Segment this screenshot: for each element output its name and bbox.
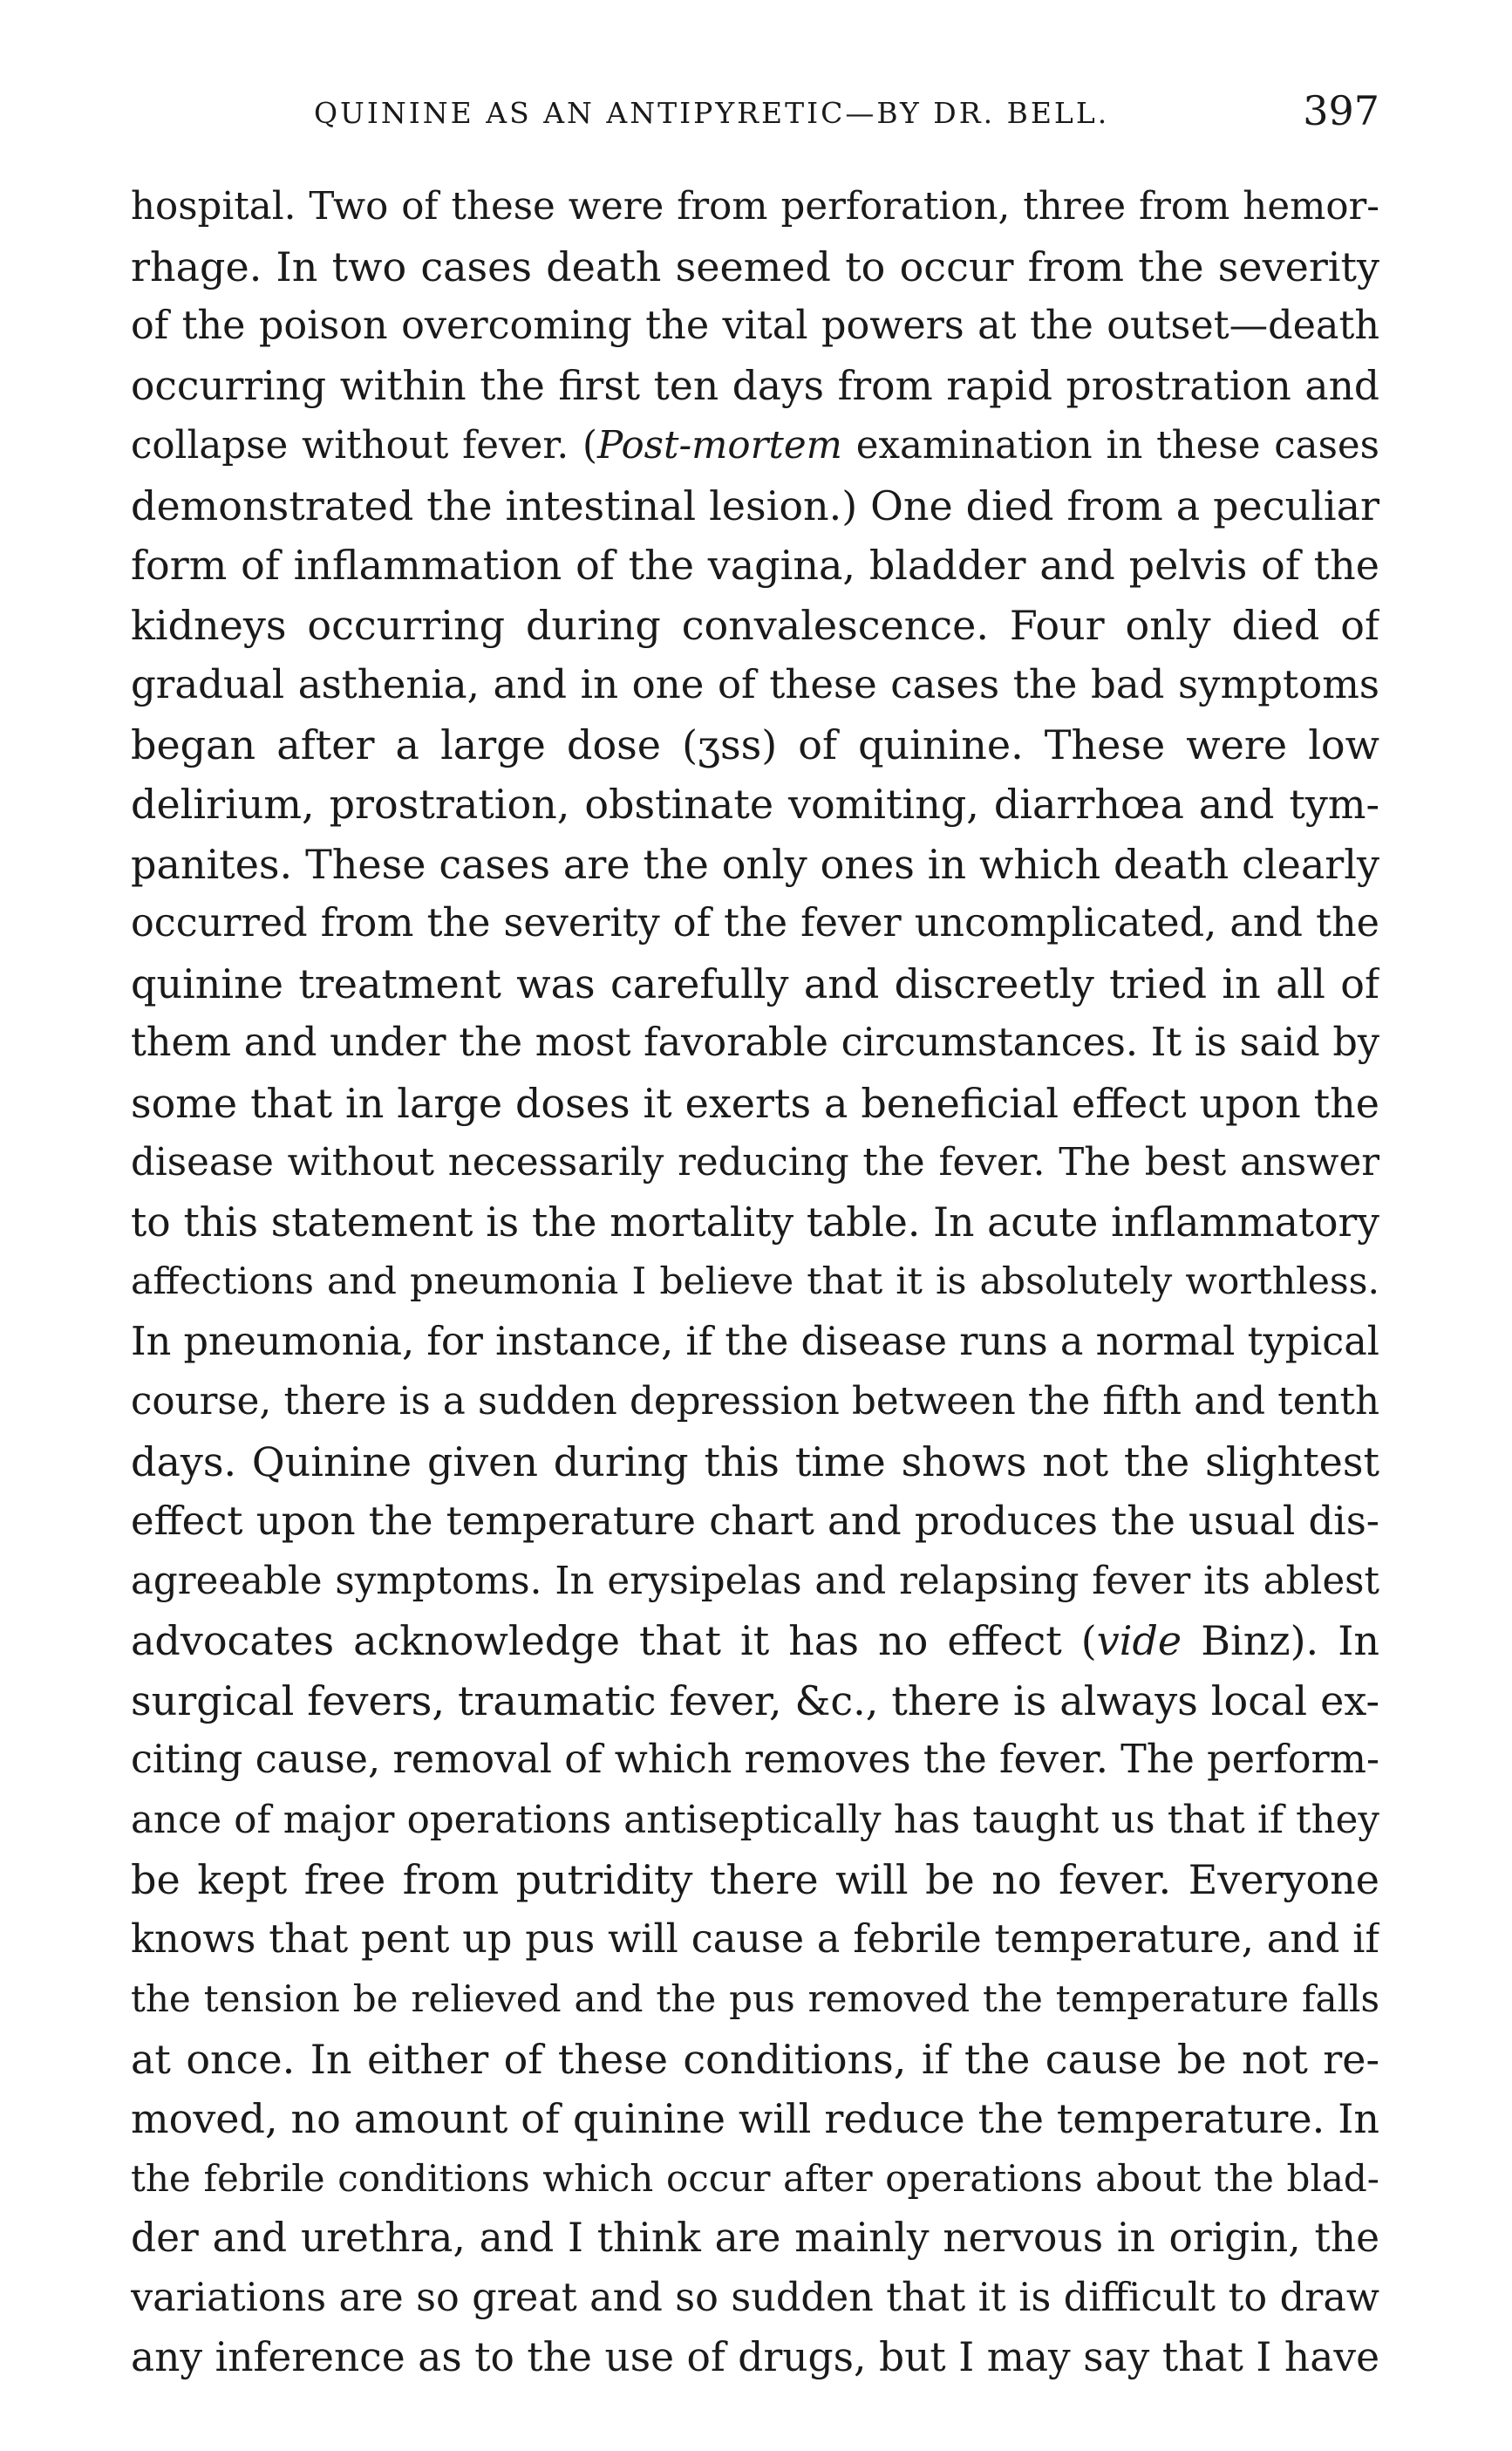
- text-line: occurred from the severity of the fever uncomplicated, and the: [131, 901, 1379, 946]
- text-line: occurring within the first ten days from rapid prostration and: [131, 362, 1379, 409]
- text-run: collapse without fever. (: [131, 424, 597, 468]
- text-line: panites. These cases are the only ones in which death clearly: [131, 840, 1379, 888]
- body-text: [131, 177, 1379, 2388]
- text-line: kidneys occurring during convalescence. Four only died of: [131, 601, 1379, 649]
- text-run: Binz). In: [1182, 1617, 1379, 1664]
- text-line: ance of major operations antiseptically has taught us that if they: [131, 1798, 1379, 1842]
- text-line: any inference as to the use of drugs, but I may say that I have: [131, 2334, 1379, 2380]
- text-line: be kept free from putridity there will be no fever. Everyone: [131, 1856, 1379, 1903]
- text-line: the febrile conditions which occur after operations about the blad-: [131, 2156, 1379, 2200]
- text-line: the tension be relieved and the pus removed the temperature falls: [131, 1977, 1379, 2020]
- text-line: at once. In either of these conditions, if the cause be not re-: [131, 2035, 1379, 2083]
- text-line: affections and pneumonia I believe that it is absolutely worthless.: [131, 1260, 1379, 1303]
- text-line: variations are so great and so sudden that it is difficult to draw: [131, 2275, 1379, 2320]
- text-line: der and urethra, and I think are mainly nervous in origin, the: [131, 2215, 1379, 2261]
- text-line: began after a large dose (ʒss) of quinine. These were low: [131, 720, 1379, 768]
- text-line: delirium, prostration, obstinate vomiting, diarrhœa and tym-: [131, 781, 1379, 828]
- text-line: [131, 416, 1379, 476]
- text-line: days. Quinine given during this time shows not the slightest: [131, 1437, 1379, 1485]
- text-line: In pneumonia, for instance, if the disease runs a normal typical: [131, 1319, 1379, 1364]
- text-line: course, there is a sudden depression between the fifth and tenth: [131, 1380, 1379, 1423]
- text-line: knows that pent up pus will cause a febrile temperature, and if: [131, 1916, 1379, 1962]
- text-line: to this statement is the mortality table. In acute inflammatory: [131, 1198, 1379, 1246]
- text-line: citing cause, removal of which removes the fever. The perform-: [131, 1738, 1379, 1782]
- text-line: them and under the most favorable circumstances. It is said by: [131, 1021, 1379, 1065]
- text-line: surgical fevers, traumatic fever, &c., there is always local ex-: [131, 1676, 1379, 1724]
- text-line: of the poison overcoming the vital powers at the outset—death: [131, 304, 1379, 348]
- text-line: form of inflammation of the vagina, bladder and pelvis of the: [131, 542, 1379, 589]
- text-line: [131, 1611, 1379, 1671]
- text-run: advocates acknowledge that it has no effect (: [131, 1617, 1097, 1664]
- text-line: quinine treatment was carefully and discreetly tried in all of: [131, 959, 1379, 1007]
- text-line: hospital. Two of these were from perforation, three from hemor-: [131, 185, 1379, 229]
- text-line: agreeable symptoms. In erysipelas and relapsing fever its ablest: [131, 1559, 1379, 1603]
- text-line: gradual asthenia, and in one of these cases the bad symptoms: [131, 661, 1379, 707]
- text-run: examination in these cases: [841, 424, 1379, 468]
- text-line: some that in large doses it exerts a beneficial effect upon the: [131, 1079, 1379, 1127]
- page-number: 397: [1303, 87, 1379, 134]
- running-head: [131, 87, 1379, 140]
- text-line: rhage. In two cases death seemed to occur from the severity: [131, 242, 1379, 290]
- italic-run: Post-mortem: [596, 424, 842, 468]
- running-title: QUININE AS AN ANTIPYRETIC—BY DR. BELL.: [314, 96, 1110, 130]
- text-line: effect upon the temperature chart and produces the usual dis-: [131, 1498, 1379, 1544]
- italic-run: vide: [1096, 1617, 1182, 1664]
- text-line: demonstrated the intestinal lesion.) One died from a peculiar: [131, 481, 1379, 529]
- text-line: moved, no amount of quinine will reduce the temperature. In: [131, 2095, 1379, 2142]
- text-line: disease without necessarily reducing the fever. The best answer: [131, 1141, 1379, 1185]
